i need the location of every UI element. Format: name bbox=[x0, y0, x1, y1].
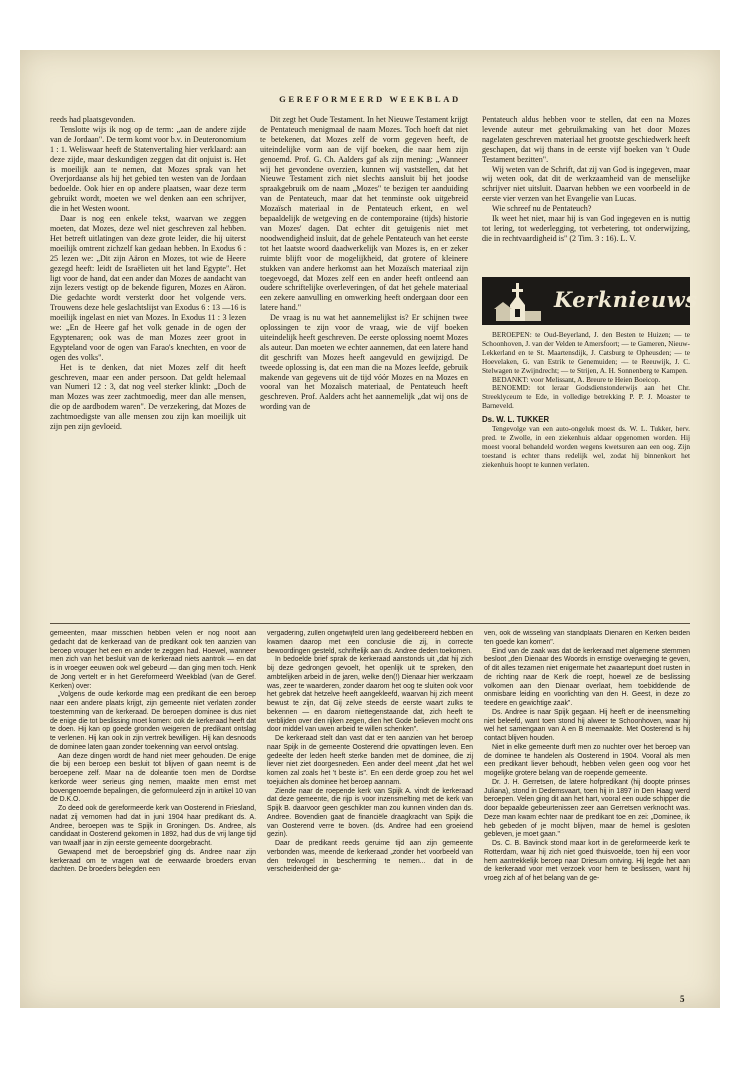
banner-title: Kerknieuws bbox=[554, 287, 698, 312]
paragraph: Tenslotte wijs ik nog op de term: „aan de andere zijde van de Jordaan". De term komt voor b.v. in Deuteronomium 1 : 1. Weliswaar heeft de Statenvertaling hier verklaard: aan deze zijde, maar deskundigen zeggen dat dit onjuist is. Het is moeilijk aan te nemen, dat Mozes sprak van het Overjordaanse als hij het gebied ten westen van de Jordaan bedoelde. Ook hier en op andere plaatsen, waar deze term gebruikt wordt, moeten we wel denken aan een schrijver, die in het Westen woont. bbox=[50, 124, 246, 214]
page-number: 5 bbox=[680, 994, 685, 1004]
news-item: BEDANKT: voor Melissant, A. Breure te Heien Boeicop. bbox=[492, 374, 661, 384]
paragraph: „Volgens de oude kerkorde mag een predikant die een beroep naar een andere plaats krijgt, zijn gemeente niet verlaten zonder toestemming van de kerkeraad. De beroepen dominee is dus niet de enige die tot beslissing moet komen: ook de kerkeraad heeft dat te doen. Hij kan op goede gronden weigeren de predikant ontslag te verlenen. Hij kan ook in zijn vertrek bewilligen. Hij kan desnoods de dominee laten gaan zonder toekenning van eervol ontslag. bbox=[50, 691, 256, 751]
paragraph: Ds. Andree is naar Spijk gegaan. Hij heeft er de ineensmelting niet beleefd, want toen stond hij alweer te Schoonhoven, waar hij wel het samengaan van A en B meemaakte. Met Oosterend is hij contact blijven houden. bbox=[484, 708, 690, 742]
paragraph: Eind van de zaak was dat de kerkeraad met algemene stemmen besloot „den Dienaar des Woords in ernstige overweging te geven, of dit alles tezamen niet enigermate het zwaartepunt doet rusten in de richting naar de Kerk die roept, hoewel ze de beslissing volkomen aan den Dienaar overlaat, hem toebiddende de onmisbare leiding en voorlichting van den H. Geest, in deze zo teedere en gewichtige zaak". bbox=[484, 647, 690, 707]
paragraph: De kerkeraad stelt dan vast dat er ten aanzien van het beroep naar Spijk in de gemeente Oosterend drie opvattingen leven. Een gedeelte der leden heeft sterke banden met de dominee, die zij liever niet ziet doorgesneden. Een ander deel meent „dat het wel komen zal zoals het 't beste is". En een derde groep zou het wel toejuichen als dominee het beroep aannam. bbox=[267, 735, 473, 786]
lower-column-2 bbox=[267, 630, 473, 1000]
column-2 bbox=[260, 115, 468, 619]
paragraph: Gewapend met de beroepsbrief ging ds. Andree naar zijn kerkeraad om te vragen wat de eerwaarde broeders ervan dachten. De broeders belegden een bbox=[50, 848, 256, 874]
paragraph: gemeenten, maar misschien hebben velen er nog nooit aan gedacht dat de kerkeraad van de predikant ook ten aanzien van beroep vrouger het een en ander te zeggen had. Hoewel, wanneer men zich van het besluit van de kerkeraad niets aantrok — en dat is in vroeger eeuwen ook wel gebeurd — dan ging men toch. Henk de Jong vertelt er in het Gereformeerd Weekblad (van de Geref. Kerken) over: bbox=[50, 630, 256, 690]
obituary-text: Tengevolge van een auto-ongeluk moest ds. W. L. Tukker, herv. pred. te Zwolle, in een ziekenhuis aldaar opgenomen worden. Hij moest vooral behandeld worden wegens kwetsuren aan een oog. Zijn toestand is echter thans redelijk wel, zodat hij binnenkort het ziekenhuis hoopt te kunnen verlaten. bbox=[482, 424, 690, 469]
magazine-page bbox=[20, 50, 720, 1008]
paragraph: ven, ook de wisseling van standplaats Dienaren en Kerken beiden ten goede kan komen". bbox=[484, 630, 690, 646]
paragraph: vergadering, zullen ongetwijfeld uren lang gedelibereerd hebben en kwamen daarop met een conclusie die zij, in correcte bewoordingen gesteld, schriftelijk aan ds. Andree deden toekomen. bbox=[267, 630, 473, 655]
lower-column-3 bbox=[484, 630, 690, 986]
column-3-top bbox=[482, 115, 690, 265]
paragraph: Daar is nog een enkele tekst, waarvan we zeggen moeten, dat Mozes, deze wel niet geschreven zal hebben. Het betreft uitlatingen van deze grote leider, die hij uiterst moeilijk omtrent zichzelf kan gedaan hebben. In Exodus 6 : 25 lezen we: „Dit zijn Aäron en Mozes, tot wie de Heere gezegd heeft: leidt de Israëlieten uit het land Egypte". Het ligt voor de hand, dat een ander dan Mozes de aandacht van zijn lezers vestigt op de bekende figuren, Mozes en Aäron. Die gedachte wordt versterkt door het volgende vers. Trouwens deze hele geslachtslijst van Exodus 6 : 13 —16 is moeilijk ingelast en niet van Mozes. In Exodus 11 : 3 lezen we: „En de Heere gaf het volk genade in de ogen der Egyptenaren; ook was de man Mozes zeer groot in Egypteland voor de ogen van Farao's knechten, en voor de ogen des volks". bbox=[50, 214, 246, 362]
paragraph: Ds. C. B. Bavinck stond maar kort in de gereformeerde kerk te Rotterdam, waar hij zich niet goed thuisvoelde, toen hij een voor hem aantrekkelijk beroep naar Driesum ontving. Hij legde het aan de kerkeraad voor met verzoek voor hem te beslissen, want hij vroeg zich af of het belang van de ge- bbox=[484, 840, 690, 882]
paragraph: In bedoelde brief sprak de kerkeraad aanstonds uit „dat hij zich bij deze gedrongen gevoelt, het openlijk uit te spreken, den ambtelijken arbeid in de jaren, welke den(!) Dienaar hier werkzaam was, zeer te waarderen, zonder daarom het oog te sluiten ook voor het gebrek dat hetzelve heeft aangekleefd, waarvan hij zich meent bewust te zijn, dat Gij zelve steeds de eerste waart zulks te bekennen — en daarom niettegenstaande dat, zich heeft te verblijden over den rijken zegen, dien het Gode believen mocht ons door middel van uwen arbeid te willen schenken". bbox=[267, 656, 473, 734]
news-item: BENOEMD: tot leraar Godsdienstonderwijs aan het Chr. Streeklyceum te Ede, in volledige betrekking P. P. J. Moaster te Barneveld. bbox=[482, 383, 690, 411]
paragraph: reeds had plaatsgevonden. bbox=[50, 115, 136, 124]
paragraph: Het is te denken, dat niet Mozes zelf dit heeft geschreven, maar een ander persoon. Dat geldt helemaal van Numeri 12 : 3, dat nog veel sterker klinkt: „Doch de man Mozes was zeer zachtmoedig, meer dan alle mensen, die op de aardbodem waren". De verzekering, dat Mozes de zachtmoedigste van alle mensen zou zijn kan moeilijk uit zijn pen zijn gevloeid. bbox=[50, 362, 246, 432]
paragraph: Niet in elke gemeente durft men zo nuchter over het beroep van de dominee te handelen als Oosterend in 1904. Vooral als men een predikant liever behoudt, hebben velen geen oog voor het mogelijke grotere belang van de roepende gemeente. bbox=[484, 743, 690, 777]
lower-column-1 bbox=[50, 630, 256, 1000]
paragraph: Dit zegt het Oude Testament. In het Nieuwe Testament krijgt de Pentateuch menigmaal de naam Mozes. Toch hoeft dat niet te betekenen, dat Mozes zelf de vorm gegeven heeft, de uiteindelijke vorm aan de vijf boeken, die naar hem zijn genoemd. Prof. G. Ch. Aalders gaf als zijn mening: „Wanneer wij het gevondene overzien, kunnen wij vaststellen, dat het Nieuwe Testament zich niet slechts aansluit bij het joodse spraakgebruik om de naam „Mozes" te bezigen ter aanduiding van de Pentateuch, maar dat het tenminste ook uitgebreid Mozaïsch materiaal in de Pentateuch erkent, en wel bepaaldelijk de wetgeving en de contemporaine (tijds) historie van Mozes' dagen. Dat echter dit getuigenis niet met noodwendigheid insluit, dat de gehele Pentateuch van het eerste tot het laatste woord daadwerkelijk van Mozes is, en er zeker ruimte blijft voor de mogelijkheid, dat grotere of kleinere stukken van andere herkomst aan het Mozaïsch materiaal zijn toegevoegd, dat Mozes zelf een en ander heeft ontleend aan oudere schriftelijke overleveringen, of dat het gehele materiaal een zekere aanvulling en omwerking heeft ondergaan door een latere hand." bbox=[260, 115, 468, 313]
kerknieuws-banner bbox=[482, 277, 698, 325]
paragraph: Pentateuch aldus hebben voor te stellen, dat een na Mozes levende auteur met gebruikmaking van het door Mozes nagelaten geschreven materiaal het grootste geschiedwerk heeft geschapen, dat wij thans in de eerste vijf boeken van 't Oude Testament bezitten". bbox=[482, 115, 690, 164]
page-header: GEREFORMEERD WEEKBLAD bbox=[279, 94, 461, 104]
paragraph: Dr. J. H. Gerretsen, de latere hofpredikant (hij doopte prinses Juliana), stond in Dedemsvaart, toen hij in 1897 in Den Haag werd beroepen. Velen ging dit aan het hart, vooral een oude schipper die door bepaalde gebeurtenissen zeer aan Gerretsen verknocht was. Deze man kwam echter naar de predikant toe en zei: „Dominee, ik heb gebeden of je mocht blijven, maar de hemel is gesloten gebleven, je moet gaan." bbox=[484, 778, 690, 839]
paragraph: Ik weet het niet, maar hij is van God ingegeven en is nuttig tot lering, tot wederlegging, tot verbetering, tot onderwijzing, die in rechtvaardigheid is" (2 Tim. 3 : 16). L. V. bbox=[482, 214, 690, 243]
paragraph: Ziende naar de roepende kerk van Spijk A. vindt de kerkeraad dat deze gemeente, die rijp is voor inzensmelting met de kerk van Spijk B. daarvoor geen geschikter man zou kunnen vinden dan ds. Andree. Bovendien gaat de financiële draagkracht van Spijk die van Oosterend verre te boven. (ds. Andree had een groeiend gezin). bbox=[267, 787, 473, 839]
paragraph: Wie schreef nu de Pentateuch? bbox=[492, 204, 592, 214]
paragraph: Daar de predikant reeds geruime tijd aan zijn gemeente verbonden was, meende de kerkeraad „zonder het voorbeeld van den trekvogel in bescherming te nemen... dat in de verscheidenheid der ga- bbox=[267, 840, 473, 874]
church-icon bbox=[488, 279, 548, 323]
column-1 bbox=[50, 115, 246, 619]
section-divider bbox=[50, 623, 690, 624]
paragraph: De vraag is nu wat het aannemelijkst is? Er schijnen twee oplossingen te zijn voor de vraag, wie de vijf boeken uiteindelijk heeft geschreven. De eerste oplossing noemt Mozes als auteur. Dan moeten we echter aannemen, dat een latere hand dit geschrift van Mozes heeft aangevuld en gewijzigd. De tweede oplossing is, dat een man die na Mozes leefde, gebruik makende van gegevens uit de tijd vóór Mozes en na Mozes en vooral van het Mozaïsch materiaal, de Pentateuch heeft geschreven. Prof. Aalders acht het aannemelijk „dat wij ons de wording van de bbox=[260, 313, 468, 412]
paragraph: Wij weten van de Schrift, dat zij van God is ingegeven, maar wij weten ook, dat dit de werkzaamheid van de menselijke schrijver niet uitsluit. Daarvan hebben we een voorbeeld in de eerste vier verzen van het Evangelie van Lucas. bbox=[482, 164, 690, 204]
obituary-title: Ds. W. L. TUKKER bbox=[482, 415, 550, 425]
paragraph: Aan deze dingen wordt de hand niet meer gehouden. De enige die bij een beroep een besluit tot blijven of gaan neemt is de beroepene zelf. Maar na de doleantie toen men de Dordtse kerkorde weer serieus ging nemen, maakte men ernst met bovengenoemde bepalingen, die geformuleerd zijn in artikel 10 van de D.K.O. bbox=[50, 752, 256, 804]
news-item: BEROEPEN: te Oud-Beyerland, J. den Besten te Huizen; — te Schoonhoven, J. van der Velden te Amersfoort; — te Gameren, Nieuw-Lekkerland en te St. Maartensdijk, J. Catsburg te Opheusden; — te Hoevelaken, G. van Estrik te Genemuiden; — te Reeuwijk, J. C. Stelwagen te Zwijndrecht; — te Strijen, A. H. Sonnenberg te Kampen. bbox=[482, 331, 690, 375]
paragraph: Zo deed ook de gereformeerde kerk van Oosterend in Friesland, nadat zij vernomen had dat in juni 1904 haar predikant ds. A. Andree, beroepen was te Spijk in Groningen. Ds. Andree, als candidaat in Oosterend gekomen in 1892, had dus de vrij lange tijd van twaalf jaar in zijn eerste gemeente doorgebracht. bbox=[50, 805, 256, 847]
column-3-news bbox=[482, 331, 690, 619]
